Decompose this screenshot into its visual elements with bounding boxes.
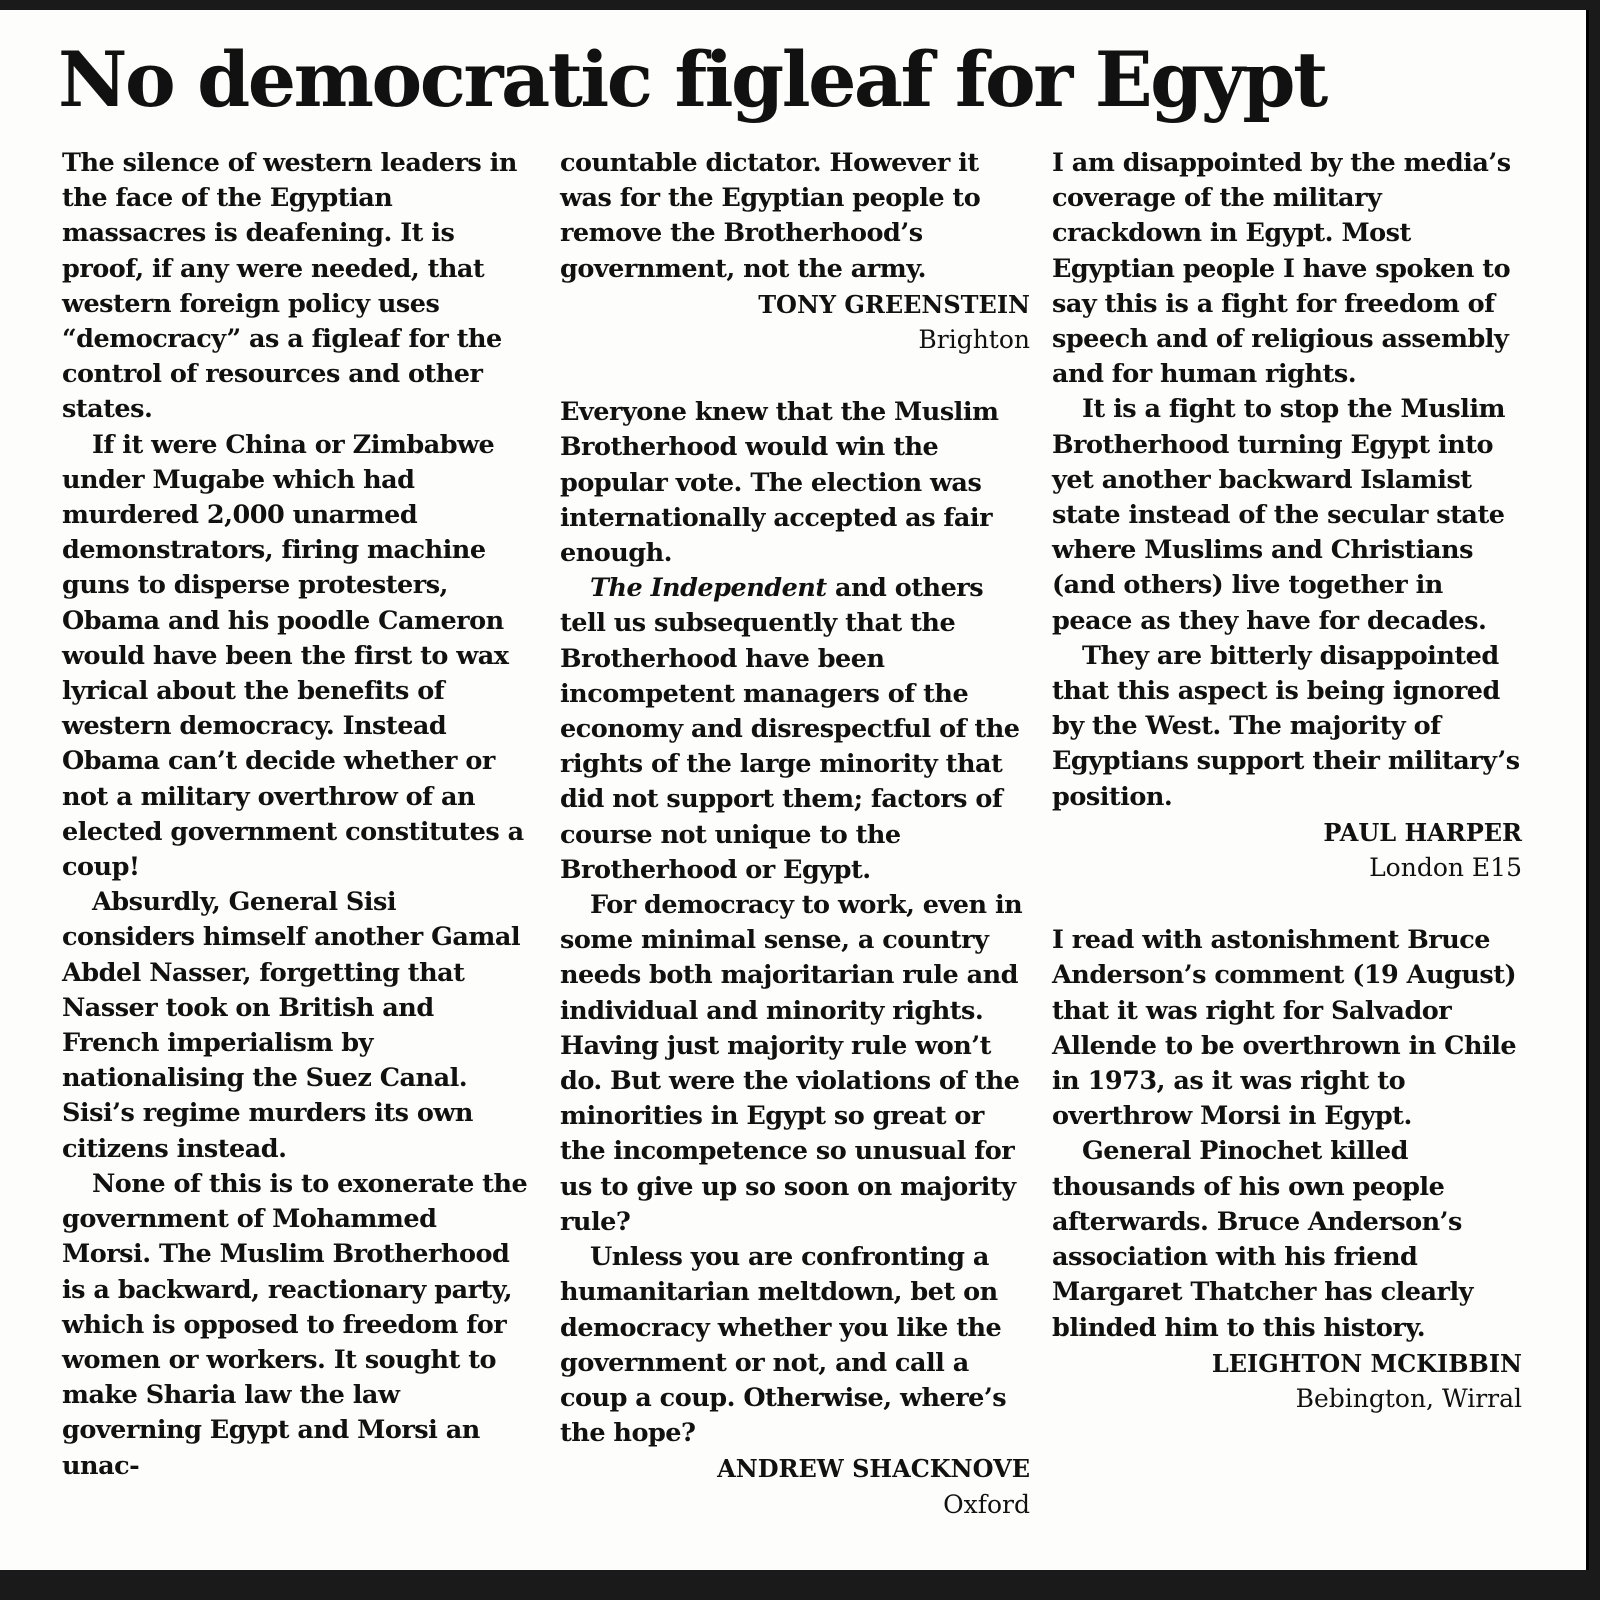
publication-name: The Independent: [590, 573, 827, 604]
letter-location: Brighton: [918, 325, 1030, 355]
letter-paragraph: I read with astonishment Bruce Anderson’s comment (19 August) that it was right for Salvador Allende to be overthrown in Chile in 1973, as it was right to overthrow Morsi in Egypt.: [1052, 925, 1517, 1132]
letter-author: TONY GREENSTEIN: [758, 289, 1030, 319]
letter-mckibbin: [1052, 923, 1522, 1416]
letter-paragraph: It is a fight to stop the Muslim Brotherhood turning Egypt into yet another backward Islamist state instead of the secular state where Muslims and Christians (and others) live together in peace as they have for decades.: [1052, 394, 1506, 636]
newspaper-clipping: [0, 10, 1589, 1570]
letter-author: LEIGHTON MCKIBBIN: [1211, 1348, 1522, 1378]
letter-paragraph: Absurdly, General Sisi considers himself another Gamal Abdel Nasser, forgetting that Nasser took on British and French imperialism by nationalising the Suez Canal. Sisi’s regime murders its own citizens instead.: [62, 887, 521, 1164]
letter-shacknove: [560, 395, 1030, 1522]
letter-harper: [1052, 146, 1522, 885]
letter-author: PAUL HARPER: [1323, 817, 1522, 847]
letter-greenstein-continued: [560, 146, 1030, 357]
letter-paragraph: [560, 571, 1030, 888]
letter-paragraph: For democracy to work, even in some minimal sense, a country needs both majoritarian rule and individual and minority rights. Having just majority rule won’t do. But were the violations of the minorities in Egypt so great or the incompetence so unusual for us to give up so soon on majority rule?: [560, 890, 1023, 1237]
headline: No democratic figleaf for Egypt: [58, 35, 1326, 124]
letter-paragraph: Unless you are confronting a humanitarian meltdown, bet on democracy whether you like the government or not, and call a coup a coup. Otherwise, where’s the hope?: [560, 1242, 1007, 1449]
letter-paragraph: General Pinochet killed thousands of his own people afterwards. Bruce Anderson’s association with his friend Margaret Thatcher has clearly blinded him to this history.: [1052, 1136, 1473, 1343]
letter-paragraph-continued: countable dictator. However it was for the Egyptian people to remove the Brotherhood’s government, not the army.: [560, 148, 981, 284]
letter-greenstein: [62, 146, 532, 1484]
letter-paragraph: None of this is to exonerate the government of Mohammed Morsi. The Muslim Brotherhood is a backward, reactionary party, which is opposed to freedom for women or workers. It sought to make Sharia law the law governing Egypt and Morsi an unac-: [62, 1168, 528, 1481]
letter-paragraph: They are bitterly disappointed that this aspect is being ignored by the West. The majority of Egyptians support their military’s position.: [1052, 640, 1520, 812]
letter-author: ANDREW SHACKNOVE: [717, 1454, 1030, 1484]
letter-paragraph-text: and others tell us subsequently that the Brotherhood have been incompetent managers of the economy and disrespectful of the rights of the large minority that did not support them; factors of course not unique to the Brotherhood or Egypt.: [560, 573, 1020, 885]
letter-location: Bebington, Wirral: [1295, 1383, 1522, 1413]
letter-paragraph: If it were China or Zimbabwe under Mugabe which had murdered 2,000 unarmed demonstrators, firing machine guns to disperse protesters, Obama and his poodle Cameron would have been the first to wax lyrical about the benefits of western democracy. Instead Obama can’t decide whether or not a military overthrow of an elected government constitutes a coup!: [62, 429, 524, 883]
letter-location: London E15: [1369, 853, 1522, 883]
column-3: [1052, 146, 1522, 1454]
letter-paragraph: Everyone knew that the Muslim Brotherhood would win the popular vote. The election was internationally accepted as fair enough.: [560, 397, 999, 569]
letter-paragraph: The silence of western leaders in the face of the Egyptian massacres is deafening. It is proof, if any were needed, that western foreign policy uses “democracy” as a figleaf for the control of resources and other states.: [62, 148, 517, 425]
letter-location: Oxford: [943, 1489, 1030, 1519]
column-2: [560, 146, 1030, 1560]
column-1: [62, 146, 532, 1522]
letter-paragraph: I am disappointed by the media’s coverage of the military crackdown in Egypt. Most Egyptian people I have spoken to say this is a fight for freedom of speech and of religious assembly and for human rights.: [1052, 148, 1511, 390]
